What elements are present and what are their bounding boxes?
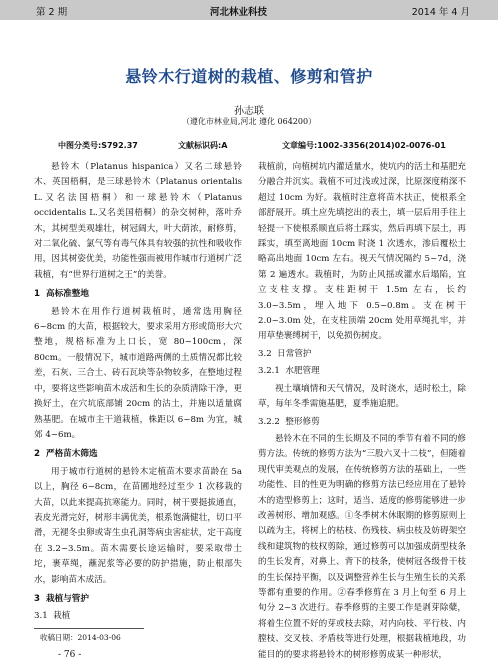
intro-paragraph: 悬铃木（Platanus hispanica）又名二球悬铃木、英国梧桐，是三球悬铃木（Platanus orientalis L.又名法国梧桐）和一球悬铃木（Platanus occidentalis L.又名美国梧桐）的杂交树种，落叶乔木，其树型美观雄壮，树冠阔大，叶大荫浓，耐修剪，对二氧化硫、氯气等有毒气体具有较强的抗性和吸收作用，因其树姿优美，功能性强而被用作城市行道树广泛栽植，有“世界行道树之王”的美誉。 <box>34 162 242 280</box>
footnote-divider <box>34 628 144 629</box>
section-1-text: 悬铃木在用作行道树栽植时，通常选用胸径6~8cm 的大苗，根据较大，要求采用方形或筒形大穴整地，规格标准为上口长，宽 80~100cm，深80cm。一般情况下，城市道路两侧的土质情况都比较差，石灰、三合土、砖石瓦块等杂物较多，在整地过程中，要将这些影响苗木成活和生长的杂质清除干净，更换好土，在穴坑底部铺 20cm 的沽土，并施以适量腐熟基肥。在城市主干道栽植，株距以 6~8m 为宜，城郊 4~6m。 <box>34 306 242 440</box>
journal-header-bar <box>0 0 498 20</box>
section-2-heading: 2 严格苗木筛选 <box>34 449 98 460</box>
author-name: 孙志联 <box>234 106 264 117</box>
section-1-heading: 1 高标准整地 <box>34 289 89 300</box>
issue-date: 2014 年 4 月 <box>411 7 470 18</box>
issue-label: 第 2 期 <box>36 7 68 18</box>
document-code: 文献标识码:A <box>178 141 228 150</box>
page-number: - 76 - <box>58 650 82 660</box>
left-column <box>34 160 242 627</box>
section-3-2-2-heading: 3.2.2 整形修剪 <box>258 416 320 427</box>
clc-number: 中图分类号:S792.37 <box>58 141 138 150</box>
section-3-heading: 3 栽植与管护 <box>34 593 89 604</box>
received-date: 收稿日期：2014-03-06 <box>40 633 121 642</box>
section-2-text: 用于城市行道树的悬铃木定植苗木要求苗龄在 5a 以上，胸径 6~8cm，在苗圃地经过至少 1 次移栽的大苗，以此来提高抗寒能力。同时，树干要挺拔通直，表皮光滑完好，树形丰满优美，根系饱满健壮，切口平滑，无褪冬虫卵或寄生虫孔洞等病虫害症状，定干高度在 3.2~3.5m。苗木需要长途运输时，要采取带土坨，裹草绳，蘸泥浆等必要的防护措施，防止根部失水，影响苗木成活。 <box>34 466 242 585</box>
planting-paragraph: 栽植前，向植树坑内灌适量水，使坑内的活土和基肥充分融合并沉实。栽植不可过浅或过深，比原深度稍深不超过 10cm 为好。栽植时注意将苗木扶正，使根系全部舒展开。填土应先填挖出的表土，填一层后用手往上轻提一下使根系顺直后将土踩实，然后再填下层土，再踩实，填至离地面 10cm 时浇 1 次透水，渗后覆松土略高出地面 10cm 左右。视天气情况隔约 5~7d，浇第 2 遍透水。栽植时，为防止风摇或灌水后塌陷，宜立支柱支撑。支柱距树干 1.5m 左右，长约 3.0~3.5m，埋入地下 0.5~0.8m。支在树干 2.0~3.0m 处，在支柱顶端 20cm 处用草绳扎牢，并用草垫裹缚树干，以免损伤树皮。 <box>258 162 466 342</box>
section-3-2-2-text: 悬铃木在不同的生长期及不同的季节有着不同的修剪方法。传统的修剪方法为“三股六叉十二枝”，但随着现代审美观点的发展，在传统修剪方法的基础上，一些功能性、目的性更为明确的修剪方法已经应用在了悬铃木的造型修剪上；这时，适当、适度的修剪能够进一步改善树形、增加观感。①冬季树木休眠期的修剪原则上以疏为主，将树上的枯枝、伤残枝、病虫枝及妨碍架空线和建筑物的枝权剪除，通过修剪可以加强成荫型枝条的生长发育，对鼻上、背下的枝条，使树冠各级骨干枝的生长保持平衡，以及调整营养生长与生殖生长的关系等都有重要的作用。②春季修剪在 3 月上旬至 6 月上旬分 2~3 次进行。春季修剪的主要工作是剥芽除糵，将着生位置不好的芽或枝去除，对内向枝、平行枝、内膛枝、交叉枝、矛盾枝等进行处理，根据栽植地段，功能目的的要求将悬铃木的树形修剪成某一种形状， <box>258 433 466 660</box>
section-3-2-1-heading: 3.2.1 水肥管理 <box>258 366 320 377</box>
section-3-2-heading: 3.2 日常管护 <box>258 348 312 359</box>
right-column <box>258 160 466 663</box>
article-title: 悬铃木行道树的栽植、修剪和管护 <box>125 67 373 86</box>
article-id: 文章编号:1002-3356(2014)02-0076-01 <box>282 141 446 150</box>
journal-name: 河北林业科技 <box>210 7 268 18</box>
author-affiliation: （遵化市林业局,河北 遵化 064200） <box>181 117 317 126</box>
section-3-1-heading: 3.1 栽植 <box>34 611 71 622</box>
section-3-2-1-text: 视土壤墒情和天气情况，及时浇水，适时松土，除草，每年冬季需施基肥，夏季施追肥。 <box>258 383 466 410</box>
